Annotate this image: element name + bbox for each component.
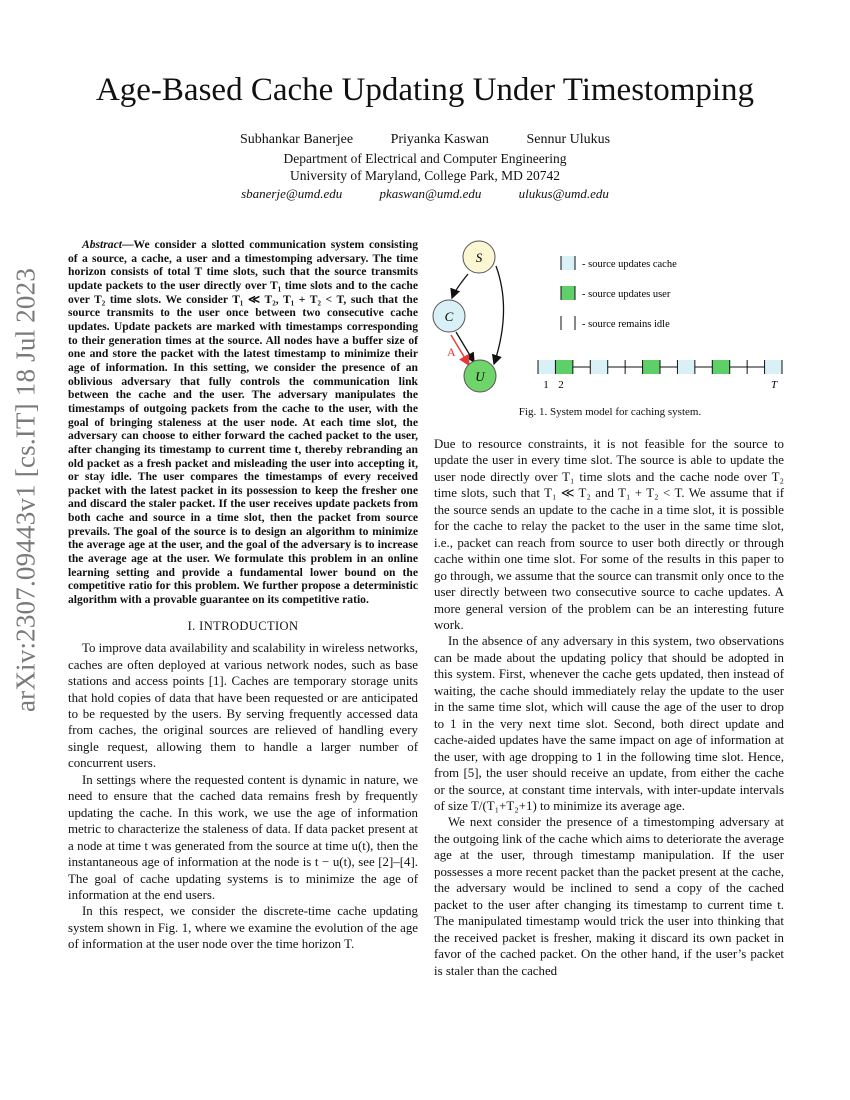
- paper-title: Age-Based Cache Updating Under Timestomping: [95, 72, 755, 108]
- adversary-label: A: [447, 345, 456, 359]
- timeline-slot-user: [712, 360, 729, 374]
- user-node-label: U: [475, 369, 485, 384]
- author-email: pkaswan@umd.edu: [379, 186, 482, 201]
- timeline-slot-user: [643, 360, 660, 374]
- body-paragraph: We next consider the presence of a timestomping adversary at the outgoing link of the cache which aims to deteriorate the average age at the user, through timestamp manipulation. If the user possesses a more recent packet than the packet present at the cache, the adversary would be inclined to send a copy of the cached packet to the user after changing its timestamp to current time t. The manipulated timestamp would trick the user into thinking that the received packet is fresher, making it discard its own packet in favor of the cached packet. On the other hand, if the user’s packet is staler than the cached: [434, 815, 784, 978]
- source-node-label: S: [475, 250, 483, 265]
- email-list: [0, 186, 850, 202]
- arxiv-sidebar: [2, 267, 50, 713]
- abstract-lead: Abstract: [82, 238, 122, 251]
- legend-label-cache: - source updates cache: [582, 259, 677, 270]
- affiliation-university: University of Maryland, College Park, MD 20742: [290, 168, 560, 183]
- timeline-slot-cache: [590, 360, 607, 374]
- legend-swatch-cache: [561, 256, 575, 270]
- affiliation-department: Department of Electrical and Computer Engineering: [283, 151, 567, 166]
- cache-node-label: C: [444, 309, 454, 324]
- edge-source-to-user: [494, 266, 504, 364]
- legend-swatch-user: [561, 286, 575, 300]
- legend-label-user: - source updates user: [582, 289, 671, 300]
- body-paragraph: In this respect, we consider the discrete-time cache updating system shown in Fig. 1, where we examine the evolution of the age of information at the user node over the time horizon T.: [68, 904, 418, 952]
- author-name: Subhankar Banerjee: [239, 132, 354, 147]
- system-model-diagram: [430, 240, 790, 410]
- author-name: Sennur Ulukus: [526, 132, 611, 147]
- author-list: [0, 132, 850, 148]
- timeline-label-2: 2: [558, 379, 564, 391]
- author-email: ulukus@umd.edu: [518, 186, 609, 201]
- timeline-slot-user: [555, 360, 572, 374]
- abstract: [68, 238, 418, 607]
- system-model-figure: [430, 240, 790, 425]
- timeline-label-1: 1: [543, 379, 549, 391]
- legend-label-idle: - source remains idle: [582, 319, 670, 330]
- body-paragraph: To improve data availability and scalability in wireless networks, caches are often deployed at various network nodes, such as base stations and access points [1]. Caches are temporary storage units that hold copies of data that have been requested or are anticipated to be requested by the users. By serving frequently accessed data from caches, the original sources are relieved of handling every single request, allowing them to handle a larger number of concurrent users.: [68, 641, 418, 771]
- timeline: [538, 360, 782, 374]
- timeline-label-t: T: [770, 379, 778, 391]
- edge-source-to-cache: [452, 274, 468, 298]
- body-paragraph: Due to resource constraints, it is not feasible for the source to update the user in every time slot. The source is able to update the user node directly over T₁ time slots and the cache node over T₂ time slots, such that T₁ ≪ T₂ and T₁ + T₂ < T. We assume that if the source sends an update to the cache in a time slot, it is possible for the cache to relay the packet to the user in the same time slot, i.e., packet can reach from source to user both directly or through cache within one time slot. For some of the results in this paper to go through, we assume that the source can transmit only once to the user directly between two consecutive source to cache updates. A more general version of the problem can be an interesting future work.: [434, 437, 784, 632]
- arxiv-identifier: arXiv:2307.09443v1 [cs.IT] 18 Jul 2023: [10, 267, 41, 713]
- timeline-slot-cache: [538, 360, 555, 374]
- abstract-text: —We consider a slotted communication system consisting of a source, a cache, a user and a timestomping adversary. The time horizon consists of total T time slots, such that the source transmits update packets to the user directly over T₁ time slots and to the cache over T₂ time slots. We consider T₁ ≪ T₂, T₁ + T₂ < T, such that the source transmits to the user once between two consecutive cache updates. Update packets are marked with timestamps corresponding to their generation times at the source. All nodes have a buffer size of one and store the packet with the latest timestamp to minimize their age of information. In this setting, we consider the presence of an oblivious adversary that fully controls the communication link between the cache and the user. The adversary manipulates the timestamps of outgoing packets from the cache to the user, with the goal of bringing staleness at the user node. At each time slot, the adversary can choose to either forward the cached packet to the user, after changing its timestamp to current time t, thereby rebranding an old packet as a fresh packet and misleading the user into accepting it, or stay idle. The user compares the timestamps of every received packet with the latest packet in its possession to keep the fresher one and discard the staler packet. If the user receives update packets from both cache and source in a time slot, then the packet from source prevails. The goal of the source is to design an algorithm to minimize the average age at the user, and the goal of the adversary is to increase the average age at the user. We formulate this problem in an online learning setting and provide a fundamental lower bound on the competitive ratio for this problem. We further propose a deterministic algorithm with a provable guarantee on its competitive ratio.: [68, 238, 418, 607]
- timeline-slot-cache: [765, 360, 782, 374]
- right-column: [434, 436, 784, 979]
- left-column: [68, 238, 418, 953]
- body-paragraph: In settings where the requested content is dynamic in nature, we need to ensure that the cached data remains fresh by frequently updating the cache. In this work, we use the age of information metric to characterize the staleness of data. If data packet present at a node at time t was generated from the source at time u(t), then the instantaneous age of information at the node is t − u(t), see [2]–[4]. The goal of cache updating systems is to minimize the age of information at the end users.: [68, 772, 418, 902]
- timeline-slot-cache: [677, 360, 694, 374]
- section-heading: I. INTRODUCTION: [187, 618, 299, 633]
- author-name: Priyanka Kaswan: [390, 132, 489, 147]
- figure-caption: Fig. 1. System model for caching system.: [518, 406, 702, 418]
- author-email: sbanerje@umd.edu: [241, 186, 343, 201]
- body-paragraph: In the absence of any adversary in this system, two observations can be made about the updating policy that should be adopted in this system. First, whenever the cache gets updated, then instead of waiting, the cache should immediately relay the update to the user in the same time slot, which will cause the age of the user to drop to 1 in the very next time slot. Second, both direct update and cache-aided updates have the same impact on age of information at the user, with age dropping to 1 in the following time slot. Hence, from [5], the user should receive an update, from either the cache or the source, at constant time intervals, with inter-update intervals of size T/(T₁+T₂+1) to minimize its average age.: [434, 634, 784, 813]
